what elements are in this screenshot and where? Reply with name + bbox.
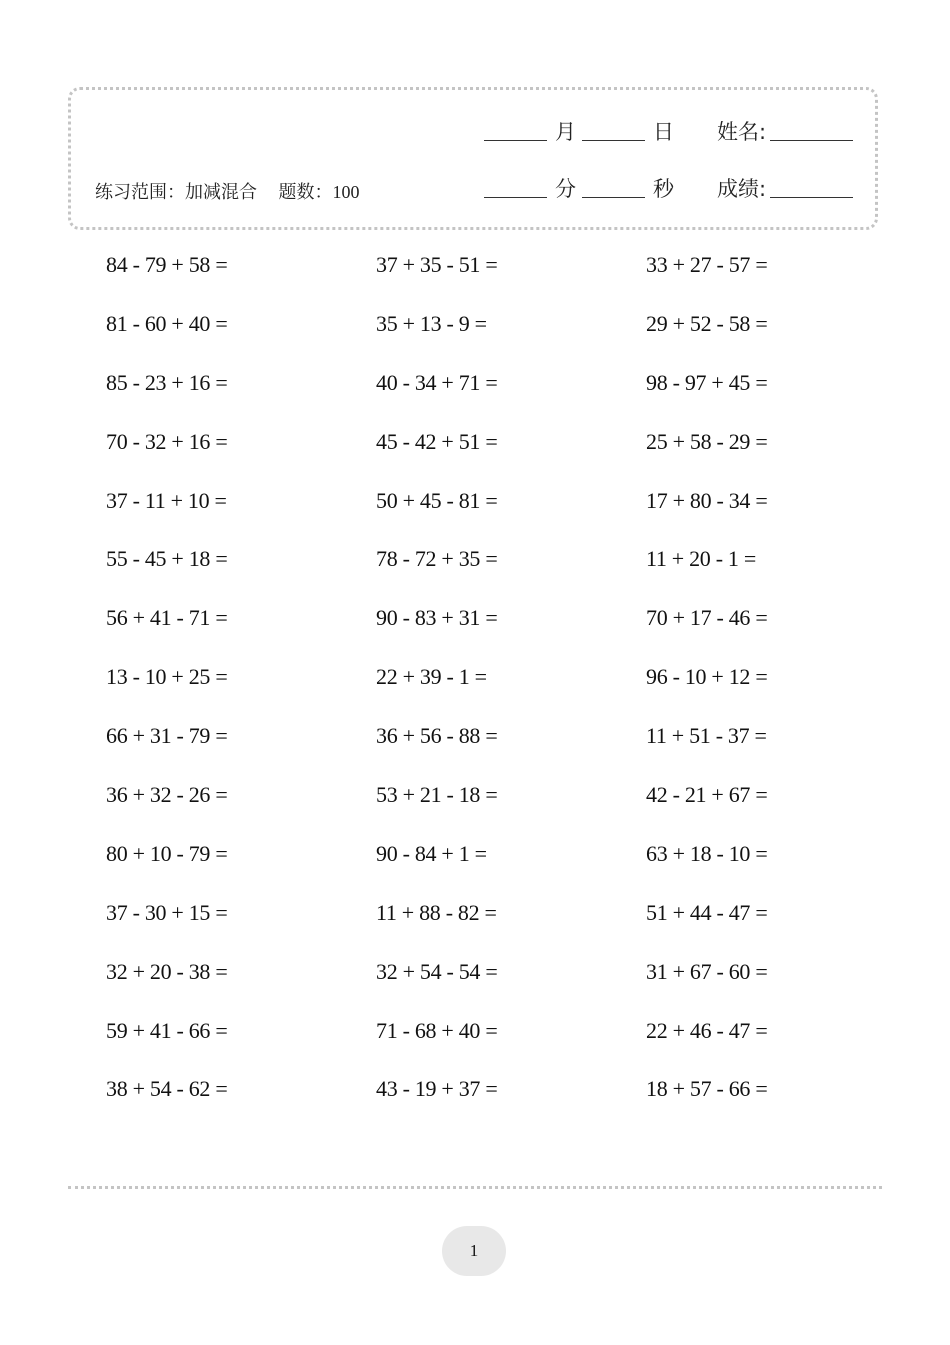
problem-item: 85 - 23 + 16 = bbox=[106, 369, 228, 395]
problem-row bbox=[106, 604, 926, 663]
problem-row bbox=[106, 251, 926, 310]
problem-item: 53 + 21 - 18 = bbox=[376, 782, 498, 808]
problem-row bbox=[106, 663, 926, 722]
problem-count-label: 题数： bbox=[278, 182, 333, 203]
problem-item: 78 - 72 + 35 = bbox=[376, 546, 498, 572]
problem-item: 50 + 45 - 81 = bbox=[376, 487, 498, 513]
month-blank[interactable] bbox=[484, 140, 547, 141]
page-number-badge bbox=[442, 1226, 506, 1276]
problem-item: 45 - 42 + 51 = bbox=[376, 428, 498, 454]
problem-item: 55 - 45 + 18 = bbox=[106, 546, 228, 572]
worksheet-header-box bbox=[68, 87, 878, 230]
minute-label: 分 bbox=[555, 177, 576, 201]
problem-item: 71 - 68 + 40 = bbox=[376, 1017, 498, 1043]
problem-item: 80 + 10 - 79 = bbox=[106, 840, 228, 866]
problem-row bbox=[106, 899, 926, 958]
time-score-row bbox=[484, 173, 853, 203]
problem-item: 37 + 35 - 51 = bbox=[376, 252, 498, 277]
problem-item: 40 - 34 + 71 = bbox=[376, 369, 498, 395]
problem-row bbox=[106, 781, 926, 840]
month-label: 月 bbox=[555, 120, 576, 144]
problem-item: 59 + 41 - 66 = bbox=[106, 1017, 228, 1043]
problem-item: 13 - 10 + 25 = bbox=[106, 664, 228, 690]
problem-item: 11 + 20 - 1 = bbox=[646, 546, 756, 572]
problem-item: 81 - 60 + 40 = bbox=[106, 310, 228, 336]
problem-item: 37 - 11 + 10 = bbox=[106, 487, 227, 513]
footer-divider bbox=[68, 1186, 882, 1189]
practice-range-info bbox=[95, 178, 359, 204]
problem-grid bbox=[106, 251, 926, 1134]
problem-item: 90 - 83 + 31 = bbox=[376, 605, 498, 631]
problem-item: 35 + 13 - 9 = bbox=[376, 310, 487, 336]
problem-item: 96 - 10 + 12 = bbox=[646, 664, 768, 690]
problem-row bbox=[106, 958, 926, 1017]
problem-count-value: 100 bbox=[332, 182, 360, 202]
day-label: 日 bbox=[653, 120, 674, 144]
problem-item: 70 - 32 + 16 = bbox=[106, 428, 228, 454]
problem-row bbox=[106, 545, 926, 604]
problem-row bbox=[106, 428, 926, 487]
name-blank[interactable] bbox=[770, 140, 853, 141]
problem-item: 56 + 41 - 71 = bbox=[106, 605, 228, 631]
problem-item: 18 + 57 - 66 = bbox=[646, 1076, 768, 1102]
problem-row bbox=[106, 310, 926, 369]
day-blank[interactable] bbox=[582, 140, 645, 141]
problem-item: 84 - 79 + 58 = bbox=[106, 252, 228, 277]
problem-item: 51 + 44 - 47 = bbox=[646, 899, 768, 925]
second-label: 秒 bbox=[653, 177, 674, 201]
name-label: 姓名: bbox=[717, 120, 767, 144]
problem-item: 70 + 17 - 46 = bbox=[646, 605, 768, 631]
problem-row bbox=[106, 1017, 926, 1076]
problem-item: 43 - 19 + 37 = bbox=[376, 1076, 498, 1102]
problem-row bbox=[106, 722, 926, 781]
problem-row bbox=[106, 840, 926, 899]
score-blank[interactable] bbox=[770, 197, 853, 198]
problem-row bbox=[106, 369, 926, 428]
problem-item: 38 + 54 - 62 = bbox=[106, 1076, 228, 1102]
problem-item: 98 - 97 + 45 = bbox=[646, 369, 768, 395]
problem-item: 36 + 56 - 88 = bbox=[376, 723, 498, 749]
practice-range-label: 练习范围：加减混合 bbox=[95, 182, 257, 203]
score-label: 成绩: bbox=[717, 177, 767, 201]
problem-item: 32 + 20 - 38 = bbox=[106, 958, 228, 984]
problem-item: 66 + 31 - 79 = bbox=[106, 723, 228, 749]
problem-row bbox=[106, 1075, 926, 1134]
problem-item: 63 + 18 - 10 = bbox=[646, 840, 768, 866]
problem-item: 90 - 84 + 1 = bbox=[376, 840, 487, 866]
second-blank[interactable] bbox=[582, 197, 645, 198]
problem-item: 37 - 30 + 15 = bbox=[106, 899, 228, 925]
problem-item: 25 + 58 - 29 = bbox=[646, 428, 768, 454]
problem-item: 17 + 80 - 34 = bbox=[646, 487, 768, 513]
problem-item: 11 + 88 - 82 = bbox=[376, 899, 497, 925]
page-number: 1 bbox=[469, 1241, 479, 1260]
problem-item: 22 + 39 - 1 = bbox=[376, 664, 487, 690]
problem-item: 11 + 51 - 37 = bbox=[646, 723, 767, 749]
problem-item: 29 + 52 - 58 = bbox=[646, 310, 768, 336]
date-name-row bbox=[484, 116, 853, 146]
minute-blank[interactable] bbox=[484, 197, 547, 198]
problem-item: 36 + 32 - 26 = bbox=[106, 782, 228, 808]
problem-item: 42 - 21 + 67 = bbox=[646, 782, 768, 808]
problem-item: 22 + 46 - 47 = bbox=[646, 1017, 768, 1043]
problem-item: 33 + 27 - 57 = bbox=[646, 252, 768, 277]
problem-item: 32 + 54 - 54 = bbox=[376, 958, 498, 984]
problem-row bbox=[106, 487, 926, 546]
problem-item: 31 + 67 - 60 = bbox=[646, 958, 768, 984]
